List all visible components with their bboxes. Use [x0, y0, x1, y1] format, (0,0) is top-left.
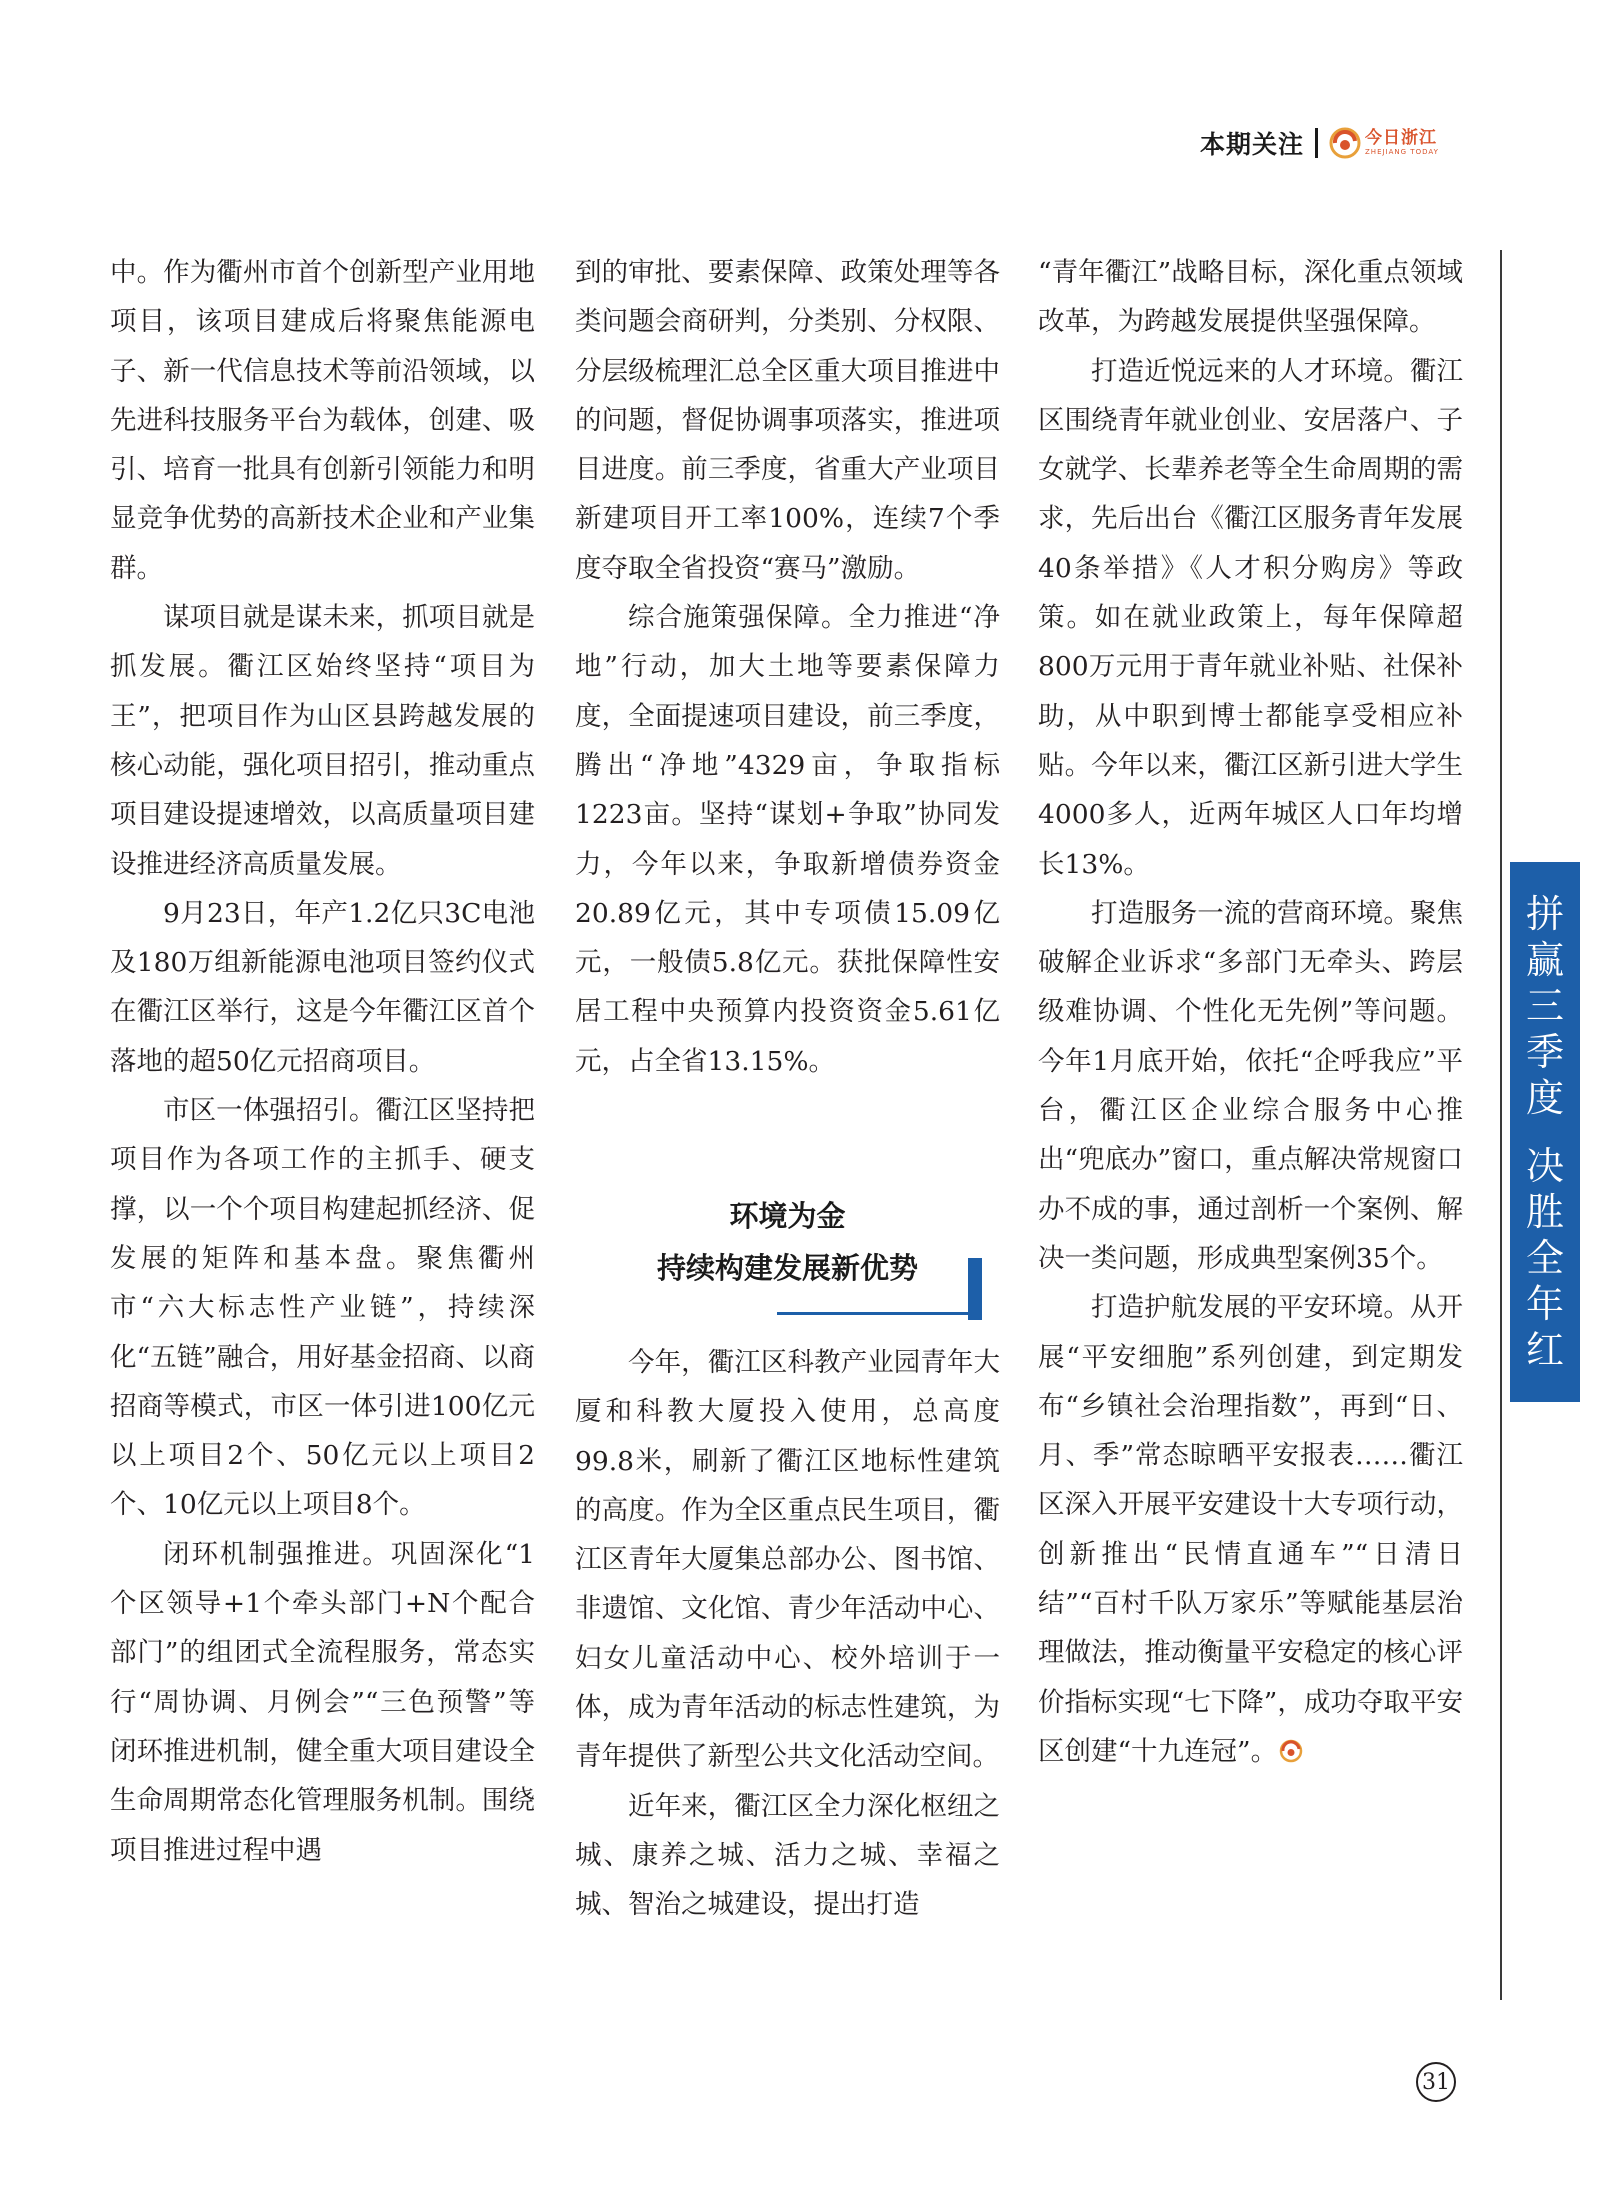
paragraph-text: 打造护航发展的平安环境。从开展“平安细胞”系列创建，到定期发布“乡镇社会治理指数”，再到“日、月、季”常态晾晒平安报表……衢江区深入开展平安建设十大专项行动，创新推出“民情直通车”“日清日结”“百村千队万家乐”等赋能基层治理做法，推动衡量平安稳定的核心评价指标实现“七下降”，成功夺取平安区创建“十九连冠”。: [1038, 1292, 1463, 1767]
text-column-1: [110, 248, 535, 1875]
paragraph: 今年，衢江区科教产业园青年大厦和科教大厦投入使用，总高度99.8米，刷新了衢江区地标性建筑的高度。作为全区重点民生项目，衢江区青年大厦集总部办公、图书馆、非遗馆、文化馆、青少年活动中心、妇女儿童活动中心、校外培训于一体，成为青年活动的标志性建筑，为青年提供了新型公共文化活动空间。: [575, 1347, 1000, 1773]
paragraph: 谋项目就是谋未来，抓项目就是抓发展。衢江区始终坚持“项目为王”，把项目作为山区县跨越发展的核心动能，强化项目招引，推动重点项目建设提速增效，以高质量项目建设推进经济高质量发展。: [110, 602, 535, 880]
text-column-2: [575, 248, 1000, 1086]
heading-underline: [777, 1312, 982, 1315]
section-heading-line-2: 持续构建发展新优势: [656, 1251, 918, 1285]
page-number: 31: [1416, 2062, 1456, 2102]
logo-main-text: 今日浙江: [1365, 128, 1438, 148]
paragraph: 打造近悦远来的人才环境。衢江区围绕青年就业创业、安居落户、子女就学、长辈养老等全生命周期的需求，先后出台《衢江区服务青年发展40条举措》《人才积分购房》等政策。如在就业政策上，每年保障超800万元用于青年就业补贴、社保补助，从中职到博士都能享受相应补贴。今年以来，衢江区新引进大学生4000多人，近两年城区人口年均增长13%。: [1038, 355, 1463, 880]
side-banner: [1510, 862, 1580, 1402]
section-heading-line-1: 环境为金: [729, 1199, 846, 1233]
text-column-3: [1038, 248, 1463, 1776]
header-divider: [1315, 128, 1318, 158]
section-label: 本期关注: [1200, 130, 1305, 159]
page-header: [1200, 118, 1480, 168]
right-margin-rule: [1500, 250, 1502, 2000]
heading-accent-bar: [968, 1258, 982, 1320]
paragraph: 市区一体强招引。衢江区坚持把项目作为各项工作的主抓手、硬支撑，以一个个项目构建起抓经济、促发展的矩阵和基本盘。聚焦衢州市“六大标志性产业链”，持续深化“五链”融合，用好基金招商、以商招商等模式，市区一体引进100亿元以上项目2个、50亿元以上项目2个、10亿元以上项目8个。: [110, 1095, 535, 1521]
logo-sub-text: ZHEJIANG TODAY: [1365, 148, 1439, 156]
side-banner-line-1: 拼赢三季度: [1525, 892, 1564, 1120]
paragraph: 打造服务一流的营商环境。聚焦破解企业诉求“多部门无牵头、跨层级难协调、个性化无先例”等问题。今年1月底开始，依托“企呼我应”平台，衢江区企业综合服务中心推出“兜底办”窗口，重点解决常规窗口办不成的事，通过剖析一个案例、解决一类问题，形成典型案例35个。: [1038, 897, 1463, 1274]
paragraph: 中。作为衢州市首个创新型产业用地项目，该项目建成后将聚焦能源电子、新一代信息技术等前沿领域，以先进科技服务平台为载体，创建、吸引、培育一批具有创新引领能力和明显竞争优势的高新技术企业和产业集群。: [110, 257, 535, 584]
paragraph: 到的审批、要素保障、政策处理等各类问题会商研判，分类别、分权限、分层级梳理汇总全区重大项目推进中的问题，督促协调事项落实，推进项目进度。前三季度，省重大产业项目新建项目开工率100%，连续7个季度夺取全省投资“赛马”激励。: [575, 257, 1000, 584]
magazine-logo: [1329, 127, 1439, 159]
paragraph: 9月23日，年产1.2亿只3C电池及180万组新能源电池项目签约仪式在衢江区举行，这是今年衢江区首个落地的超50亿元招商项目。: [110, 897, 535, 1077]
side-banner-line-2: 决胜全年红: [1525, 1144, 1564, 1372]
paragraph: [1038, 1283, 1463, 1776]
article-end-logo-icon: [1279, 1739, 1303, 1763]
logo-wordmark: [1365, 130, 1439, 156]
logo-swirl-icon: [1329, 127, 1361, 159]
paragraph: 闭环机制强推进。巩固深化“1个区领导+1个牵头部门+N个配合部门”的组团式全流程服务，常态实行“周协调、月例会”“三色预警”等闭环推进机制，健全重大项目建设全生命周期常态化管理服务机制。围绕项目推进过程中遇: [110, 1538, 535, 1866]
paragraph: “青年衢江”战略目标，深化重点领域改革，为跨越发展提供坚强保障。: [1038, 257, 1463, 338]
text-column-2-continued: [575, 1338, 1000, 1930]
paragraph: 近年来，衢江区全力深化枢纽之城、康养之城、活力之城、幸福之城、智治之城建设，提出打造: [575, 1790, 1000, 1921]
paragraph: 综合施策强保障。全力推进“净地”行动，加大土地等要素保障力度，全面提速项目建设，前三季度，腾出“净地”4329亩，争取指标1223亩。坚持“谋划+争取”协同发力，今年以来，争取新增债券资金20.89亿元，其中专项债15.09亿元，一般债5.8亿元。获批保障性安居工程中央预算内投资资金5.61亿元，占全省13.15%。: [575, 602, 1000, 1077]
section-heading: [575, 1180, 1000, 1320]
